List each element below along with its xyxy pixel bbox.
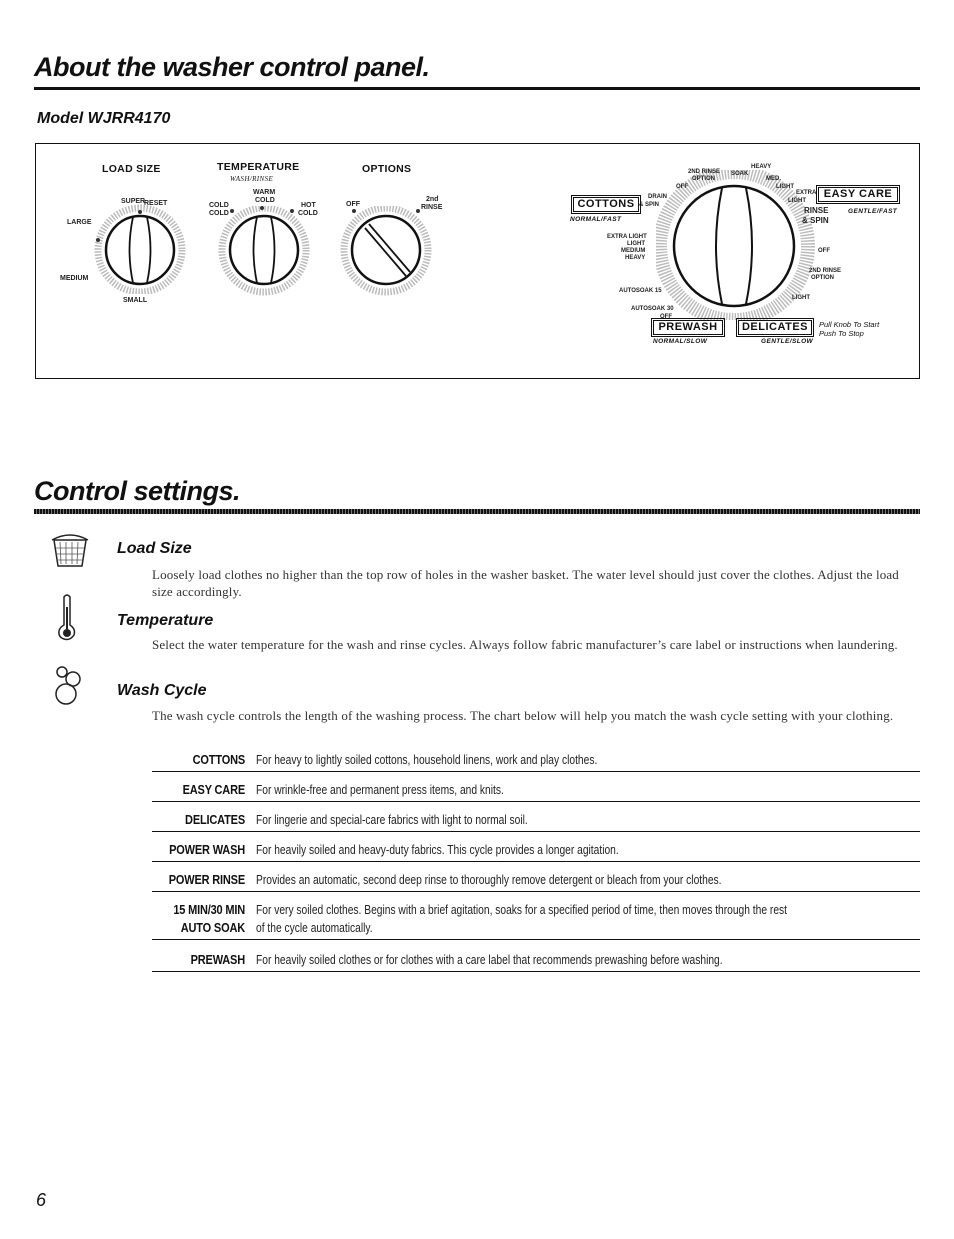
thermometer-icon xyxy=(56,593,78,641)
temperature-heading: TEMPERATURE xyxy=(217,161,300,173)
cycle-medium-label: MEDIUM xyxy=(621,248,646,254)
cycle-option-top: OPTION xyxy=(692,176,716,182)
cycle-off-top-label: OFF xyxy=(676,184,688,190)
cycle-light4-label: LIGHT xyxy=(792,295,810,301)
cottons-button[interactable]: COTTONS xyxy=(573,197,639,212)
control-panel-diagram xyxy=(35,143,920,379)
load-size-text: Loosely load clothes no higher than the top row of holes in the washer basket. The water level should just cover the clothes. Adjust the load size accordingly. xyxy=(152,567,899,599)
temp-cold-label: COLD xyxy=(209,202,229,209)
load-super-label: SUPER xyxy=(121,198,146,205)
cycle-description: For heavy to lightly soiled cottons, household linens, work and play clothes. xyxy=(256,753,598,767)
options-2nd-label: 2nd xyxy=(426,196,439,203)
cycle-drain-label: DRAIN xyxy=(648,194,667,200)
cycle-autosoak30-label: AUTOSOAK 30 xyxy=(631,306,674,312)
control-settings-title: Control settings. xyxy=(34,476,240,506)
cycle-heavy-label: HEAVY xyxy=(751,164,772,170)
cycle-heavy2-label: HEAVY xyxy=(625,255,646,261)
easy-care-button[interactable]: EASY CARE xyxy=(818,187,898,202)
cycle-description: For very soiled clothes. Begins with a brief agitation, soaks for a specified period of time, then moves through the rest xyxy=(256,903,788,917)
cycle-description: For wrinkle-free and permanent press items, and knits. xyxy=(256,783,504,797)
load-size-title: Load Size xyxy=(117,540,192,557)
cycle-2nd-rinse-option-top: 2ND RINSE xyxy=(688,169,721,175)
cycle-name: COTTONS xyxy=(192,753,245,767)
cycle-description: For heavily soiled clothes or for clothes with a care label that recommends prewashing before washing. xyxy=(256,953,723,967)
page-title: About the washer control panel. xyxy=(34,52,430,82)
cycle-description-line2: of the cycle automatically. xyxy=(256,921,373,935)
cottons-sublabel: NORMAL/FAST xyxy=(570,216,622,223)
cycle-name: 15 MIN/30 MIN xyxy=(173,903,245,917)
temp-warm-cold-label: COLD xyxy=(255,197,275,204)
cycle-description: For lingerie and special-care fabrics with light to normal soil. xyxy=(256,813,528,827)
cycle-name: POWER RINSE xyxy=(168,873,245,887)
cycle-option-right-label: OPTION xyxy=(811,275,835,281)
load-small-label: SMALL xyxy=(123,297,148,304)
cycle-description: Provides an automatic, second deep rinse to thoroughly remove detergent or bleach from your clothes. xyxy=(256,873,722,887)
cycle-extra-light-label: EXTRA LIGHT xyxy=(607,234,647,240)
cycle-rinse-label: RINSE xyxy=(804,206,829,215)
load-size-basket-icon xyxy=(46,530,94,570)
cycle-spin-left-label: & SPIN xyxy=(639,202,660,208)
control-settings-rule xyxy=(34,509,920,514)
table-row xyxy=(152,779,920,802)
cycle-med-label: MED. xyxy=(766,176,781,182)
cycle-autosoak15-label: AUTOSOAK 15 xyxy=(619,288,662,294)
temp-hot-label: HOT xyxy=(301,202,316,209)
temperature-title: Temperature xyxy=(117,612,214,629)
table-row xyxy=(152,869,920,892)
cycle-name: EASY CARE xyxy=(182,783,245,797)
temperature-sublabel: WASH/RINSE xyxy=(230,175,274,183)
load-size-heading: LOAD SIZE xyxy=(102,163,161,175)
cycle-spin-right-label: & SPIN xyxy=(802,216,829,225)
temp-warm-label: WARM xyxy=(253,189,276,196)
options-heading: OPTIONS xyxy=(362,163,412,175)
bubbles-icon xyxy=(48,664,88,706)
load-medium-label: MEDIUM xyxy=(60,275,89,282)
model-label: Model WJRR4170 xyxy=(37,110,171,127)
options-off-label: OFF xyxy=(346,201,360,208)
page-number: 6 xyxy=(36,1190,47,1210)
cycle-light2-label: LIGHT xyxy=(788,198,806,204)
cycle-name: PREWASH xyxy=(190,953,245,967)
load-large-label: LARGE xyxy=(67,219,92,226)
push-to-stop-label: Push To Stop xyxy=(819,329,864,338)
cycle-light-label: LIGHT xyxy=(776,184,794,190)
table-row xyxy=(152,749,920,772)
cycle-extra-label: EXTRA xyxy=(796,190,817,196)
cycle-name: POWER WASH xyxy=(169,843,245,857)
load-reset-label: RESET xyxy=(144,200,168,207)
table-row xyxy=(152,839,920,862)
delicates-sublabel: GENTLE/SLOW xyxy=(761,338,814,345)
cycle-description: For heavily soiled and heavy-duty fabrics. This cycle provides a longer agitation. xyxy=(256,843,619,857)
prewash-button[interactable]: PREWASH xyxy=(653,320,723,335)
table-row xyxy=(152,809,920,832)
options-knob[interactable] xyxy=(336,206,436,296)
temperature-knob[interactable] xyxy=(214,206,314,296)
options-rinse-label: RINSE xyxy=(421,204,443,211)
prewash-sublabel: NORMAL/SLOW xyxy=(653,338,708,345)
cycle-2nd-rinse-right-label: 2ND RINSE xyxy=(809,268,842,274)
temperature-text: Select the water temperature for the wash and rinse cycles. Always follow fabric manufacturer’s care label or instructions when laundering. xyxy=(152,637,898,652)
easy-care-sublabel: GENTLE/FAST xyxy=(848,208,898,215)
cycle-off-right-label: OFF xyxy=(818,248,830,254)
table-row xyxy=(152,947,920,972)
title-rule xyxy=(34,87,920,90)
cycle-off-bottom-label: OFF xyxy=(660,314,672,320)
cycle-light3-label: LIGHT xyxy=(627,241,645,247)
cycle-soak-label: SOAK xyxy=(731,171,749,177)
temp-cold2-label: COLD xyxy=(209,210,229,217)
wash-cycle-text: The wash cycle controls the length of the washing process. The chart below will help you match the wash cycle setting with your clothing. xyxy=(152,708,894,723)
wash-cycle-title: Wash Cycle xyxy=(117,682,207,699)
table-row xyxy=(152,899,920,940)
pull-to-start-label: Pull Knob To Start xyxy=(819,320,880,329)
temp-hot-cold-label: COLD xyxy=(298,210,318,217)
cycle-name: DELICATES xyxy=(185,813,245,827)
delicates-button[interactable]: DELICATES xyxy=(738,320,812,335)
cycle-name-line2: AUTO SOAK xyxy=(180,921,245,935)
load-size-knob[interactable] xyxy=(92,204,192,294)
